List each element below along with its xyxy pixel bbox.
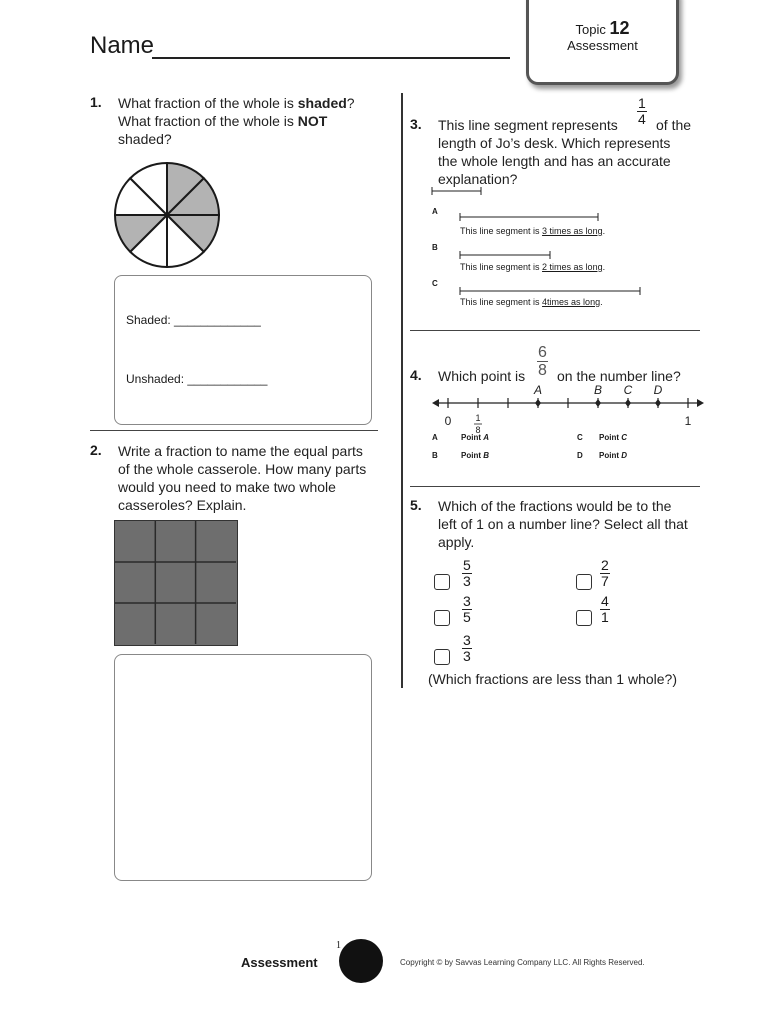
eighth-denominator: 8 [475, 425, 481, 435]
q5-prompt: Which of the fractions would be to the left of 1 on a number line? Select all that apply. [438, 498, 688, 550]
separator-line [410, 486, 700, 487]
point-label: D [653, 383, 663, 397]
zero-label: 0 [444, 414, 452, 428]
shaded-answer-line[interactable]: Shaded: _____________ [126, 313, 261, 327]
q4-fraction: $\frac{6}{8}$ [538, 344, 547, 379]
q3-option-b-letter: B [432, 243, 438, 252]
q5-fraction-4-1: $\frac{4}{1}$ [601, 593, 609, 625]
q1-number: 1. [90, 94, 102, 110]
right-arrow-icon [697, 399, 704, 407]
q2-prompt: Write a fraction to name the equal parts of the whole casserole. How many parts would you need to make two whole casseroles? Explain. [118, 443, 367, 513]
separator-line [90, 430, 378, 431]
q4-option-c-text[interactable]: Point C [599, 433, 627, 442]
topic-word: Topic [575, 22, 606, 37]
name-label: Name [90, 32, 155, 59]
q4-option-b-letter: B [432, 451, 438, 460]
q4-option-a-letter: A [432, 433, 438, 442]
q2-answer-box[interactable] [114, 654, 372, 881]
one-label: 1 [684, 414, 692, 428]
separator-line [410, 330, 700, 331]
copyright-notice: Copyright © by Savvas Learning Company LLC. All Rights Reserved. [400, 958, 645, 967]
q4-option-b-text[interactable]: Point B [461, 451, 489, 460]
casserole-grid [114, 520, 238, 646]
q4-option-c-letter: C [577, 433, 583, 442]
q3-option-c-text[interactable]: This line segment is 4times as long. [460, 297, 603, 307]
number-line [430, 380, 710, 440]
left-arrow-icon [432, 399, 439, 407]
q3-option-c-letter: C [432, 279, 438, 288]
q3-prompt: length of Jo’s desk. Which represents the whole length and has an accurate explanation? [438, 135, 671, 187]
q5-fraction-3-3: $\frac{3}{3}$ [463, 632, 471, 664]
page-circle-mark [339, 939, 383, 983]
q3-line1-post: of the [656, 117, 692, 133]
q3-option-b-segment [458, 250, 558, 260]
q4-option-d-text[interactable]: Point D [599, 451, 627, 460]
q1-answer-box[interactable] [114, 275, 372, 425]
name-blank-line[interactable] [152, 57, 510, 59]
q5-checkbox-2-7[interactable] [576, 574, 592, 590]
q3-fraction: $\frac{1}{4}$ [638, 95, 646, 127]
point-label: C [623, 383, 633, 397]
quarter-segment [430, 186, 490, 196]
q5-checkbox-3-5[interactable] [434, 610, 450, 626]
q3-option-b-text[interactable]: This line segment is 2 times as long. [460, 262, 606, 272]
point-marker [655, 399, 661, 407]
q4-option-d-letter: D [577, 451, 583, 460]
q4-prompt-post: on the number line? [557, 368, 681, 384]
q1-prompt: What fraction of the whole is shaded? What fraction of the whole is NOT shaded? [118, 95, 355, 147]
q3-option-a-segment [458, 212, 603, 222]
q3-line1-pre: This line segment represents [438, 117, 618, 133]
q4-number: 4. [410, 367, 422, 383]
q5-checkbox-5-3[interactable] [434, 574, 450, 590]
eighth-numerator: 1 [475, 413, 481, 423]
q5-checkbox-3-3[interactable] [434, 649, 450, 665]
page-number: 1 [336, 940, 341, 951]
q2-number: 2. [90, 442, 102, 458]
q3-option-c-segment [458, 286, 648, 296]
point-marker [535, 399, 541, 407]
fraction-pie [110, 160, 224, 270]
q4-prompt-pre: Which point is [438, 368, 526, 384]
q5-checkbox-4-1[interactable] [576, 610, 592, 626]
q5-fraction-3-5: $\frac{3}{5}$ [463, 593, 471, 625]
q5-hint: (Which fractions are less than 1 whole?) [428, 671, 677, 687]
q5-fraction-5-3: $\frac{5}{3}$ [463, 557, 471, 589]
topic-subtitle: Assessment [567, 38, 638, 53]
q4-option-a-text[interactable]: Point A [461, 433, 489, 442]
topic-tab [526, 0, 679, 85]
q3-option-a-text[interactable]: This line segment is 3 times as long. [460, 226, 606, 236]
q5-number: 5. [410, 497, 422, 513]
q5-fraction-2-7: $\frac{2}{7}$ [601, 557, 609, 589]
point-label: A [533, 383, 543, 397]
q3-option-a-letter: A [432, 207, 438, 216]
point-label: B [593, 383, 603, 397]
topic-number: 12 [609, 18, 630, 38]
column-divider [401, 93, 403, 688]
point-marker [625, 399, 631, 407]
point-marker [595, 399, 601, 407]
q3-number: 3. [410, 116, 422, 132]
unshaded-answer-line[interactable]: Unshaded: ____________ [126, 372, 268, 386]
footer-assessment-label: Assessment [241, 955, 318, 970]
